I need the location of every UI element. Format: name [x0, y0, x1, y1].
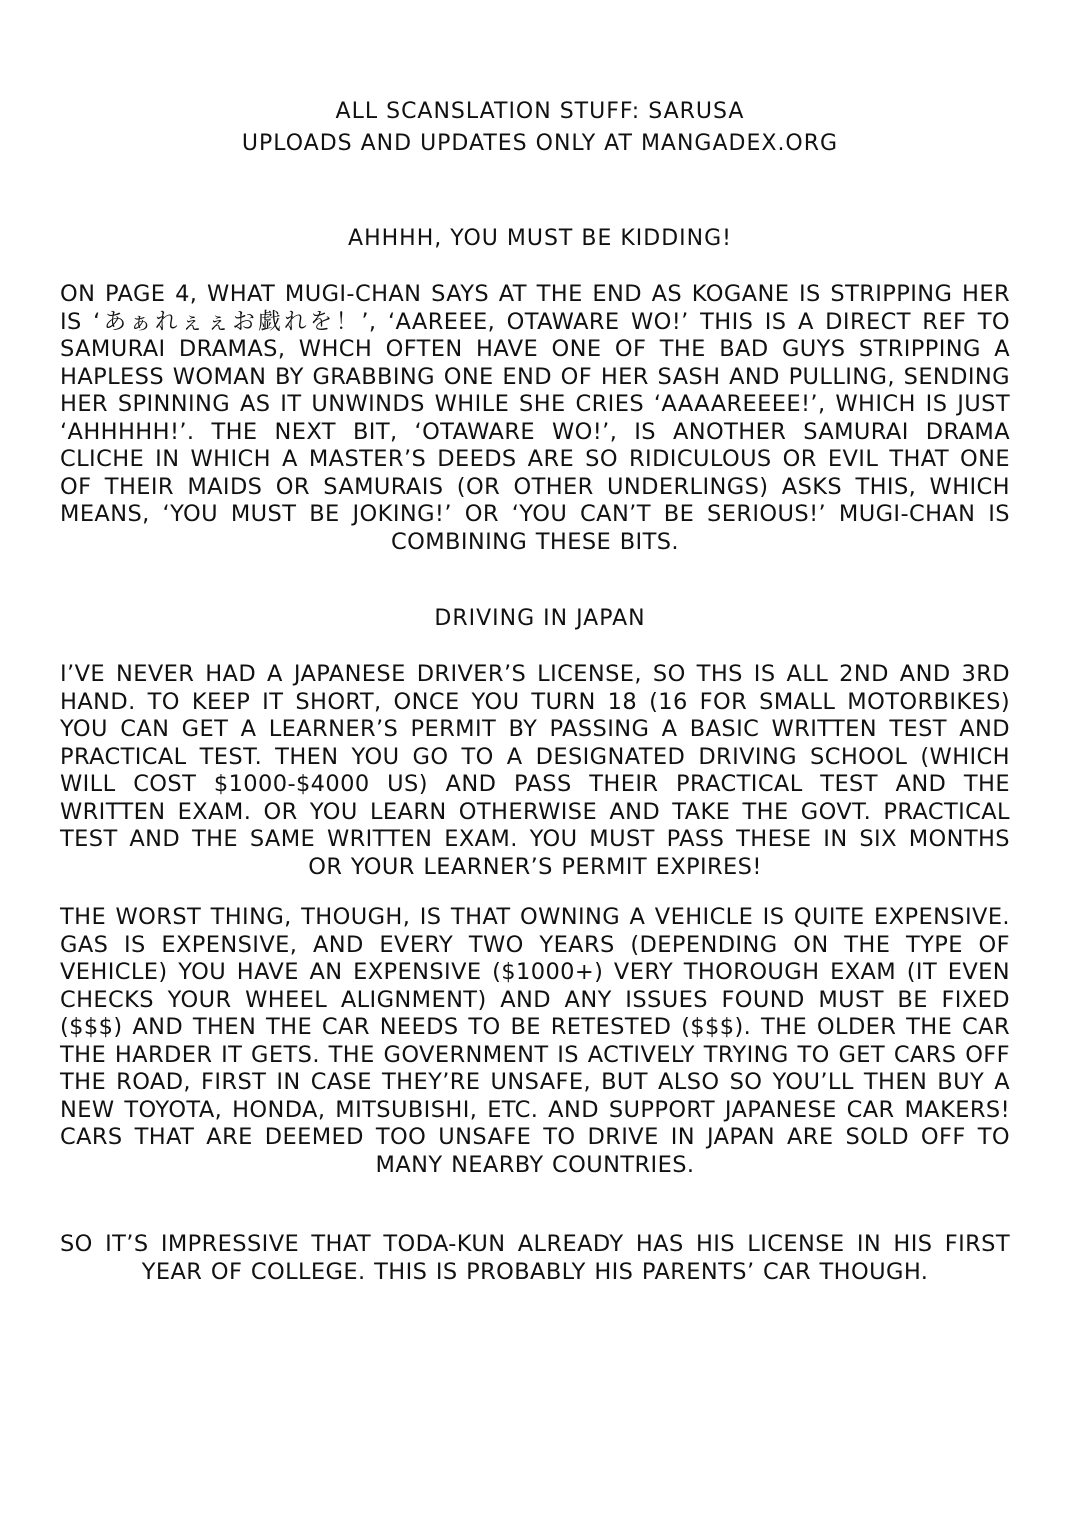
note-paragraph-toda-kun: SO IT’S IMPRESSIVE THAT TODA-KUN ALREADY HAS HIS LICENSE IN HIS FIRST YEAR OF COLLEGE. THIS IS PROBABLY HIS PARENTS’ CAR THOUGH. [60, 1231, 1010, 1285]
note-paragraph-license: I’VE NEVER HAD A JAPANESE DRIVER’S LICENSE, SO THS IS ALL 2ND AND 3RD HAND. TO KEEP IT SHORT, ONCE YOU TURN 18 (16 FOR SMALL MOTORBIKES) YOU CAN GET A LEARNER’S PERMIT BY PASSING A BASIC WRITTEN TEST AND PRACTICAL TEST. THEN YOU GO TO A DESIGNATED DRIVING SCHOOL (WHICH WILL COST $1000-$4000 US) AND PASS THEIR PRACTICAL TEST AND THE WRITTEN EXAM. OR YOU LEARN OTHERWISE AND TAKE THE GOVT. PRACTICAL TEST AND THE SAME WRITTEN EXAM. YOU MUST PASS THESE IN SIX MONTHS OR YOUR LEARNER’S PERMIT EXPIRES! [60, 661, 1010, 880]
section-heading-kidding: AHHHH, YOU MUST BE KIDDING! [348, 226, 732, 251]
scanlation-credits [0, 96, 1080, 160]
section-heading-driving: DRIVING IN JAPAN [434, 606, 646, 631]
note-paragraph-otaware: ON PAGE 4, WHAT MUGI-CHAN SAYS AT THE END AS KOGANE IS STRIPPING HER IS ‘あぁれぇぇお戯れを！’, ‘AAREEE, OTAWARE WO!’ THIS IS A DIRECT REF TO SAMURAI DRAMAS, WHCH OFTEN HAVE ONE OF THE BAD GUYS STRIPPING A HAPLESS WOMAN BY GRABBING ONE END OF HER SASH AND PULLING, SENDING HER SPINNING AS IT UNWINDS WHILE SHE CRIES ‘AAAAREEEE!’, WHICH IS JUST ‘AHHHHH!’. THE NEXT BIT, ‘OTAWARE WO!’, IS ANOTHER SAMURAI DRAMA CLICHE IN WHICH A MASTER’S DEEDS ARE SO RIDICULOUS OR EVIL THAT ONE OF THEIR MAIDS OR SAMURAIS (OR OTHER UNDERLINGS) ASKS THIS, WHICH MEANS, ‘YOU MUST BE JOKING!’ OR ‘YOU CAN’T BE SERIOUS!’ MUGI-CHAN IS COMBINING THESE BITS. [60, 281, 1010, 555]
credits-line-uploads: UPLOADS AND UPDATES ONLY AT MANGADEX.ORG [241, 131, 839, 156]
note-paragraph-vehicle-cost: THE WORST THING, THOUGH, IS THAT OWNING A VEHICLE IS QUITE EXPENSIVE. GAS IS EXPENSIVE, AND EVERY TWO YEARS (DEPENDING ON THE TYPE OF VEHICLE) YOU HAVE AN EXPENSIVE ($1000+) VERY THOROUGH EXAM (IT EVEN CHECKS YOUR WHEEL ALIGNMENT) AND ANY ISSUES FOUND MUST BE FIXED ($$$) AND THEN THE CAR NEEDS TO BE RETESTED ($$$). THE OLDER THE CAR THE HARDER IT GETS. THE GOVERNMENT IS ACTIVELY TRYING TO GET CARS OFF THE ROAD, FIRST IN CASE THEY’RE UNSAFE, BUT ALSO SO YOU’LL THEN BUY A NEW TOYOTA, HONDA, MITSUBISHI, ETC. AND SUPPORT JAPANESE CAR MAKERS! CARS THAT ARE DEEMED TOO UNSAFE TO DRIVE IN JAPAN ARE SOLD OFF TO MANY NEARBY COUNTRIES. [60, 904, 1010, 1178]
credits-line-staff: ALL SCANSLATION STUFF: SARUSA [335, 99, 745, 124]
